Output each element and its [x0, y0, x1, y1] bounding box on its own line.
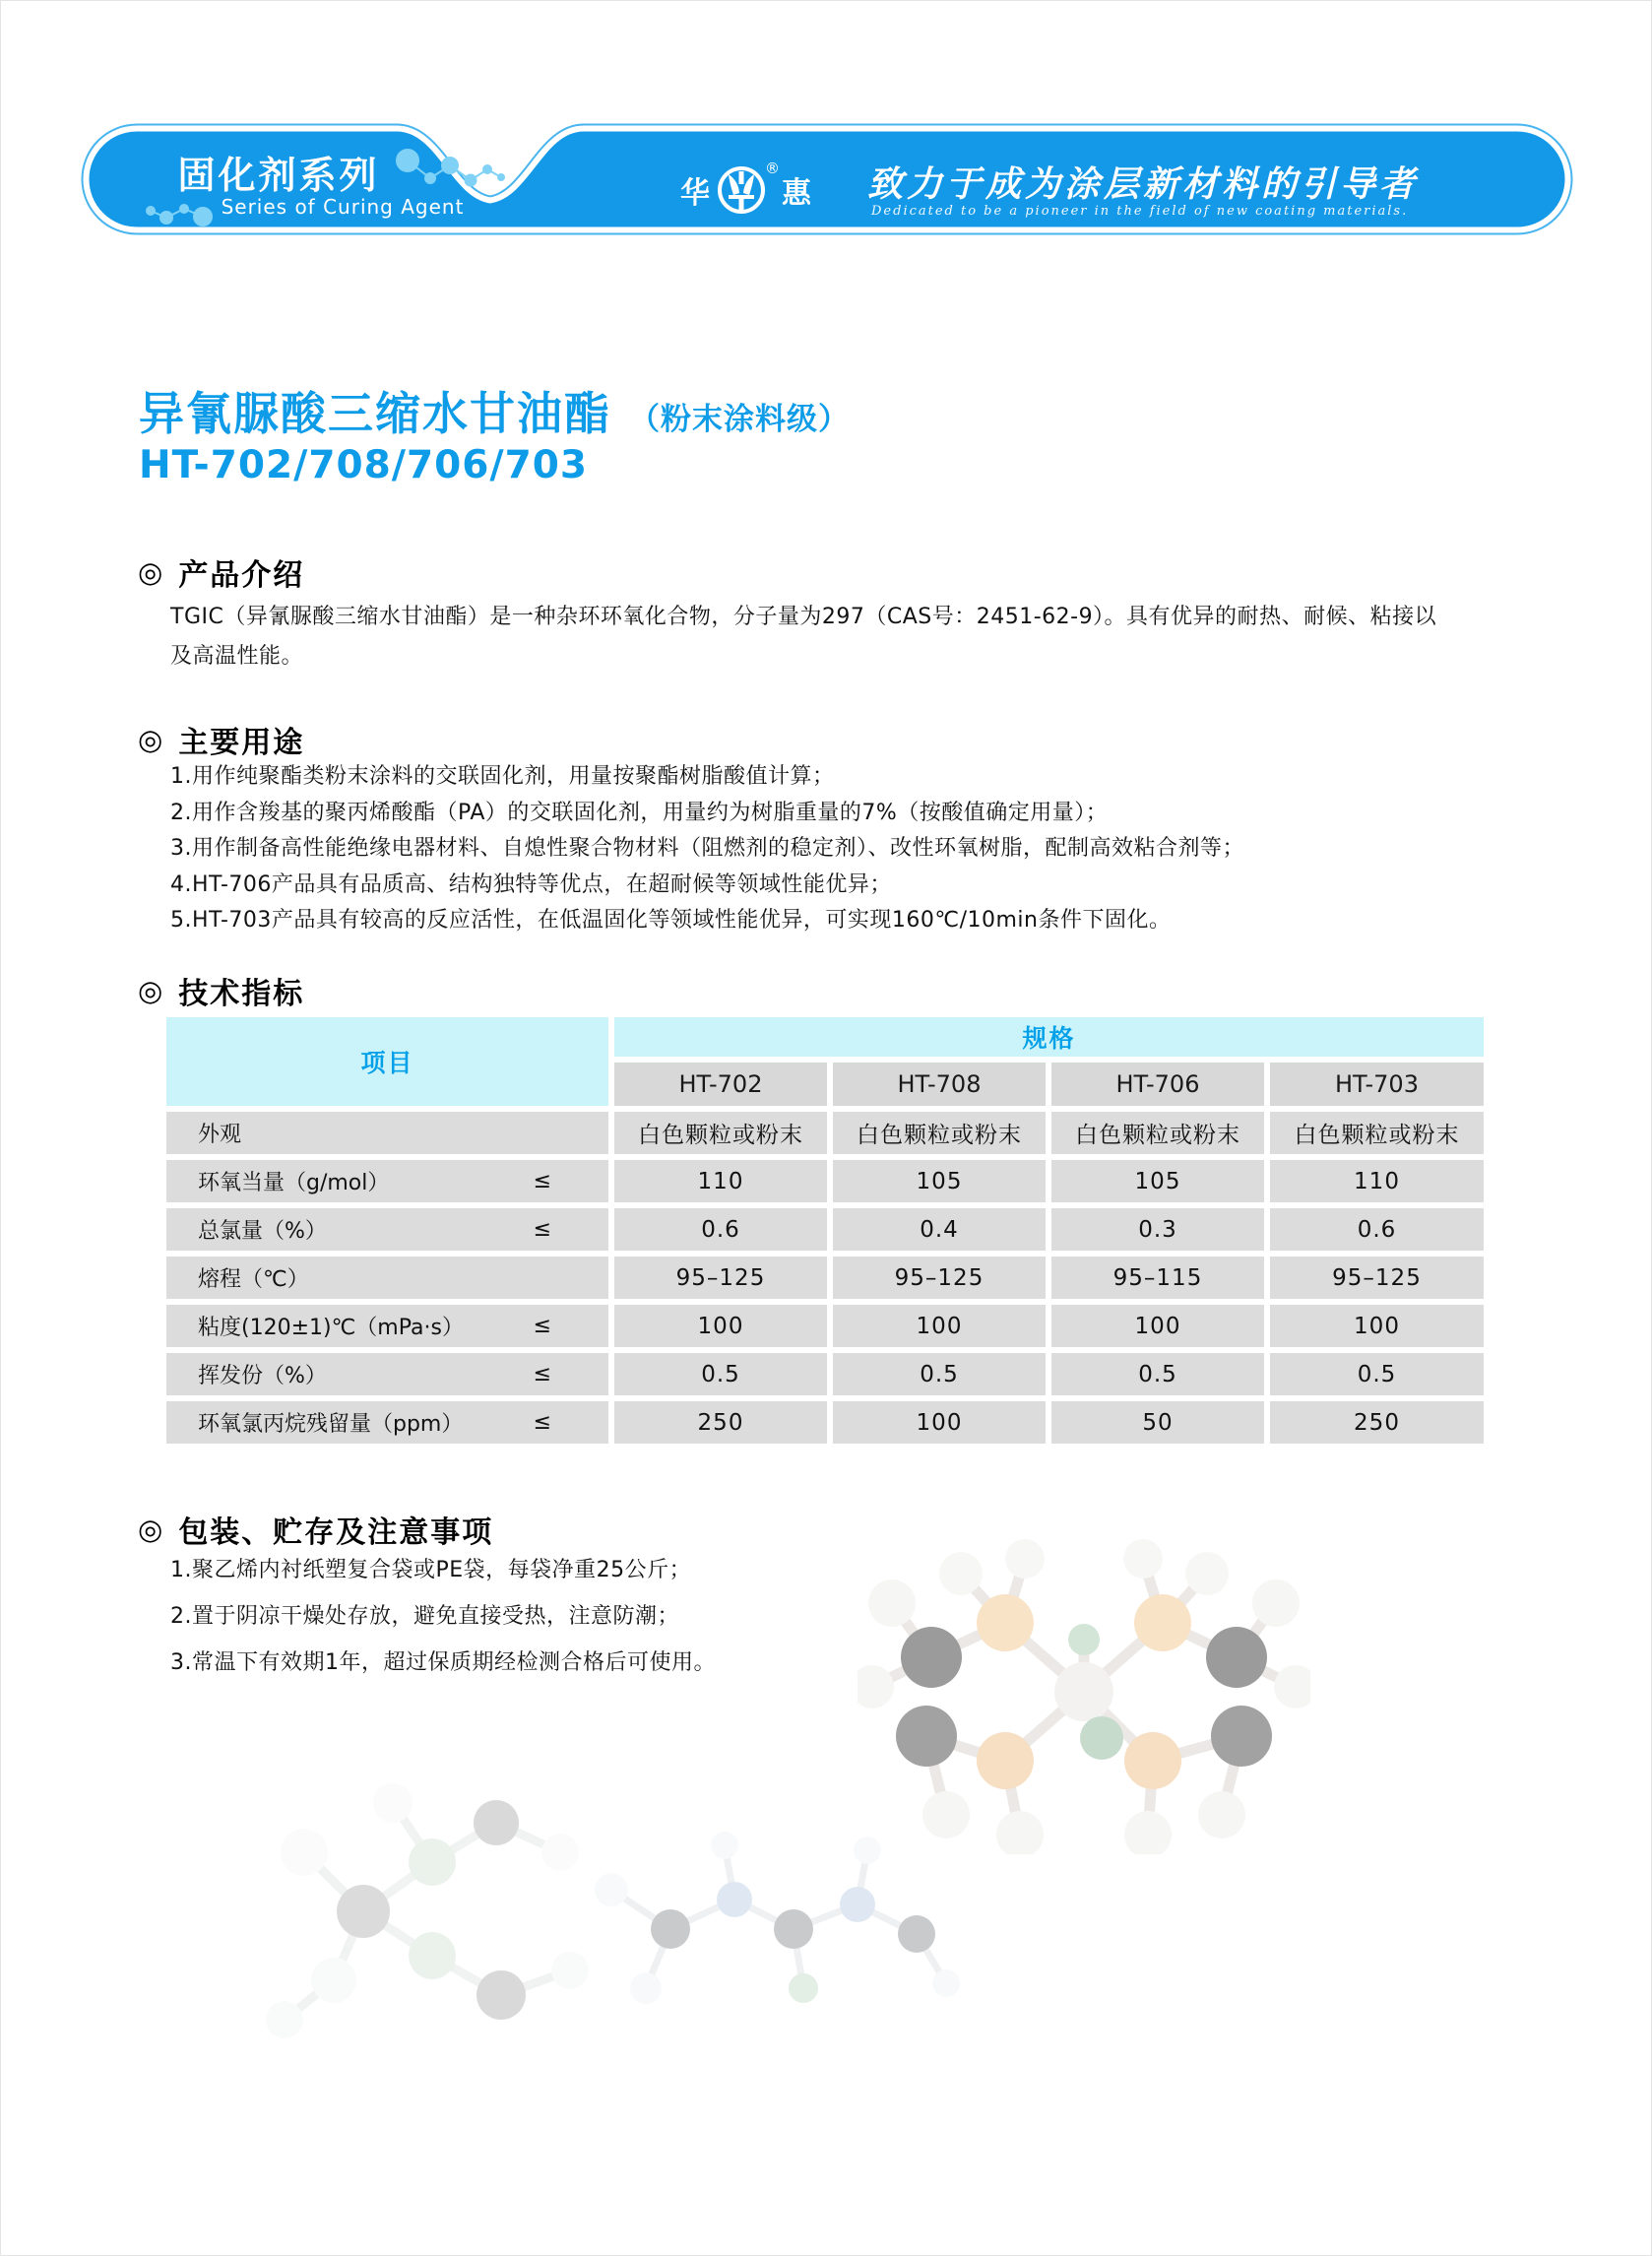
section-heading-intro: [138, 550, 304, 594]
less-equal-symbol: ≤: [533, 1217, 551, 1242]
section-heading-specs: [138, 969, 304, 1012]
spec-value: 0.5: [1051, 1353, 1264, 1395]
spec-value: 100: [833, 1401, 1046, 1444]
spec-value: 白色颗粒或粉末: [833, 1112, 1046, 1154]
spec-row-label: [166, 1208, 608, 1251]
spec-value: 250: [614, 1401, 827, 1444]
spec-value: 110: [614, 1160, 827, 1202]
spec-value: 100: [1051, 1305, 1264, 1347]
spec-value: 95–125: [1270, 1257, 1484, 1299]
less-equal-symbol: ≤: [533, 1169, 551, 1193]
uses-item: 4.HT-706产品具有品质高、结构独特等优点，在超耐候等领域性能优异；: [170, 871, 892, 897]
table-header-model: HT-706: [1051, 1063, 1264, 1106]
spec-value: 0.5: [1270, 1353, 1484, 1395]
uses-item: 3.用作制备高性能绝缘电器材料、自熄性聚合物材料（阻燃剂的稳定剂）、改性环氧树脂，配制高效粘合剂等；: [170, 836, 1244, 862]
product-title-grade: （粉末涂料级）: [629, 402, 851, 437]
section-heading-text: 包装、贮存及注意事项: [178, 1515, 494, 1550]
slogan-en: Dedicated to be a pioneer in the field of new coating materials.: [871, 204, 1409, 219]
product-title-main: 异氰脲酸三缩水甘油酯: [139, 387, 611, 440]
product-models: HT-702/708/706/703: [139, 443, 589, 487]
company-logo: [680, 156, 867, 225]
less-equal-symbol: ≤: [533, 1314, 551, 1338]
spec-table: [166, 1017, 1484, 1444]
molecule-watermark-large: [858, 1529, 1310, 1854]
spec-value: 白色颗粒或粉末: [614, 1112, 827, 1154]
spec-value: 250: [1270, 1401, 1484, 1444]
registered-mark: ®: [765, 160, 780, 177]
spec-value: 白色颗粒或粉末: [1051, 1112, 1264, 1154]
spec-value: 95–125: [614, 1257, 827, 1299]
section-bullet-icon: ◎: [138, 555, 165, 589]
spec-row-label: [166, 1112, 608, 1154]
spec-label-text: 熔程（℃）: [198, 1267, 309, 1292]
table-header-item: 项目: [166, 1017, 608, 1106]
spec-value: 0.6: [614, 1208, 827, 1251]
molecule-watermark-bottom-middle: [552, 1821, 985, 2032]
spec-label-text: 外观: [198, 1123, 242, 1147]
molecule-watermark-bottom-left: [245, 1764, 639, 2049]
series-title-zh: 固化剂系列: [177, 154, 380, 197]
intro-line: TGIC（异氰脲酸三缩水甘油酯）是一种杂环环氧化合物，分子量为297（CAS号：2451-62-9）。具有优异的耐热、耐候、粘接以: [170, 605, 1437, 629]
logo-char-left: 华: [680, 176, 710, 211]
spec-label-text: 挥发份（%）: [198, 1364, 327, 1388]
section-bullet-icon: ◎: [138, 1513, 165, 1546]
packaging-item: 2.置于阴凉干燥处存放，避免直接受热，注意防潮；: [170, 1604, 679, 1629]
slogan-zh: 致力于成为涂层新材料的引导者: [867, 163, 1420, 205]
section-heading-packaging: [138, 1508, 493, 1551]
spec-value: 0.5: [614, 1353, 827, 1395]
table-header-model: HT-703: [1270, 1063, 1484, 1106]
spec-value: 0.3: [1051, 1208, 1264, 1251]
spec-label-text: 粘度(120±1)℃（mPa·s）: [198, 1316, 464, 1340]
table-header-model: HT-702: [614, 1063, 827, 1106]
spec-value: 95–115: [1051, 1257, 1264, 1299]
section-heading-uses: [138, 718, 304, 761]
spec-value: 100: [833, 1305, 1046, 1347]
series-title-en: Series of Curing Agent: [221, 195, 465, 219]
logo-char-right: 惠: [782, 176, 811, 211]
section-heading-text: 技术指标: [178, 977, 305, 1011]
spec-row-label: [166, 1305, 608, 1347]
spec-row-label: [166, 1160, 608, 1202]
less-equal-symbol: ≤: [533, 1362, 551, 1386]
spec-row-label: [166, 1257, 608, 1299]
spec-value: 0.5: [833, 1353, 1046, 1395]
spec-value: 105: [833, 1160, 1046, 1202]
product-title: [139, 378, 850, 443]
spec-label-text: 总氯量（%）: [198, 1219, 327, 1244]
spec-value: 50: [1051, 1401, 1264, 1444]
section-bullet-icon: ◎: [138, 723, 165, 756]
uses-item: 1.用作纯聚酯类粉末涂料的交联固化剂，用量按聚酯树脂酸值计算；: [170, 764, 835, 789]
spec-label-text: 环氧当量（g/mol）: [198, 1171, 390, 1195]
spec-value: 100: [614, 1305, 827, 1347]
spec-row-label: [166, 1353, 608, 1395]
section-heading-text: 主要用途: [178, 726, 305, 760]
section-heading-text: 产品介绍: [178, 558, 305, 593]
less-equal-symbol: ≤: [533, 1410, 551, 1435]
packaging-item: 3.常温下有效期1年，超过保质期经检测合格后可使用。: [170, 1650, 716, 1675]
spec-row-label: [166, 1401, 608, 1444]
table-header-spec: 规格: [614, 1017, 1484, 1057]
spec-value: 0.4: [833, 1208, 1046, 1251]
spec-label-text: 环氧氯丙烷残留量（ppm）: [198, 1412, 464, 1437]
spec-value: 白色颗粒或粉末: [1270, 1112, 1484, 1154]
spec-value: 95–125: [833, 1257, 1046, 1299]
spec-value: 110: [1270, 1160, 1484, 1202]
intro-line: 及高温性能。: [170, 644, 304, 669]
spec-value: 105: [1051, 1160, 1264, 1202]
logo-emblem-icon: [714, 162, 769, 218]
uses-item: 2.用作含羧基的聚丙烯酸酯（PA）的交联固化剂，用量约为树脂重量的7%（按酸值确定用量）；: [170, 800, 1109, 825]
packaging-item: 1.聚乙烯内衬纸塑复合袋或PE袋，每袋净重25公斤；: [170, 1558, 692, 1582]
section-bullet-icon: ◎: [138, 974, 165, 1007]
spec-value: 0.6: [1270, 1208, 1484, 1251]
table-header-model: HT-708: [833, 1063, 1046, 1106]
spec-value: 100: [1270, 1305, 1484, 1347]
uses-item: 5.HT-703产品具有较高的反应活性，在低温固化等领域性能优异，可实现160℃/10min条件下固化。: [170, 908, 1172, 934]
